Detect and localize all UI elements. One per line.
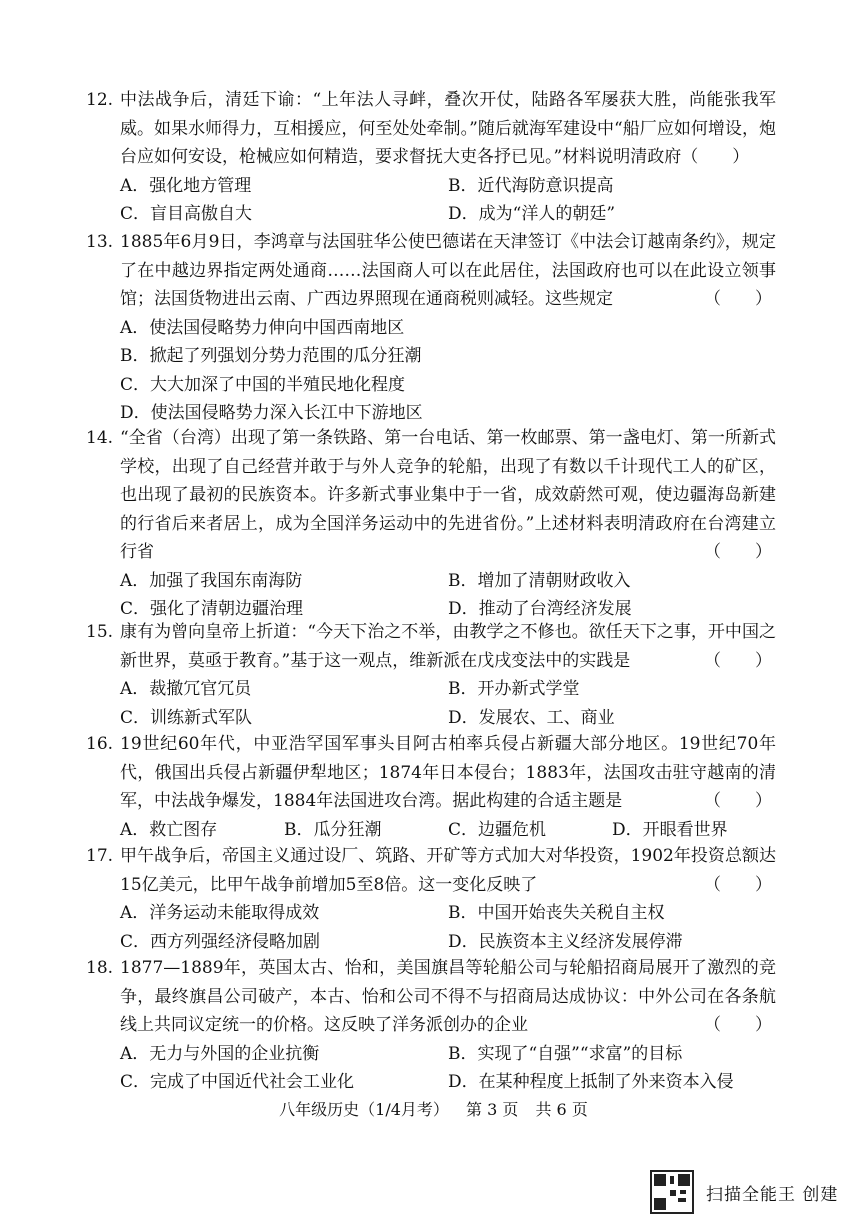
question-15 bbox=[86, 618, 776, 732]
option-c: C．盲目高傲自大 bbox=[120, 204, 253, 224]
question-number: 13. bbox=[86, 232, 114, 252]
option-a: A．加强了我国东南海防 bbox=[120, 570, 303, 591]
page-footer bbox=[0, 1097, 867, 1120]
option-d: D．在某种程度上抵制了外来资本入侵 bbox=[448, 1072, 734, 1092]
question-text: 1877—1889年，英国太古、怡和，美国旗昌等轮船公司与轮船招商局展开了激烈的竞争，最终旗昌公司破产，本古、怡和公司不得不与招商局达成协议：中外公司在各条航线上共同议定统一的价格。这反映了洋务派创办的企业 bbox=[120, 958, 776, 1035]
option-d: D．开眼看世界 bbox=[612, 819, 728, 840]
option-c: C．边疆危机 bbox=[448, 819, 547, 840]
question-number: 14. bbox=[86, 428, 114, 448]
question-text: 1885年6月9日，李鸿章与法国驻华公使巴德诺在天津签订《中法会订越南条约》，规定了在中越边界指定两处通商……法国商人可以在此居住，法国政府也可以在此设立领事馆；法国货物进出云南、广西边界照现在通商税则减轻。这些规定 bbox=[120, 232, 776, 309]
scanner-watermark bbox=[650, 1170, 838, 1214]
answer-blank: （ ） bbox=[704, 650, 772, 671]
option-b: B．中国开始丧失关税自主权 bbox=[448, 903, 665, 923]
watermark-text: 扫描全能王 创建 bbox=[706, 1184, 839, 1205]
option-d: D．使法国侵略势力深入长江中下游地区 bbox=[120, 403, 423, 423]
question-text: 中法战争后，清廷下谕：“上年法人寻衅，叠次开仗，陆路各军屡获大胜，尚能张我军威。如果水师得力，互相援应，何至处处牵制。”随后就海军建设中“船厂应如何增设，炮台应如何安设，枪械应如何精造，要求督抚大吏各抒已见。”材料说明清政府（ ） bbox=[120, 90, 776, 167]
option-b: B．近代海防意识提高 bbox=[448, 175, 614, 196]
option-b: B．瓜分狂潮 bbox=[284, 819, 382, 840]
footer-subject: 八年级历史（1/4月考） bbox=[279, 1100, 449, 1119]
answer-blank: （ ） bbox=[704, 289, 772, 309]
option-d: D．发展农、工、商业 bbox=[448, 707, 615, 728]
question-number: 16. bbox=[86, 734, 114, 754]
footer-total-pages: 共 6 页 bbox=[535, 1100, 588, 1119]
answer-blank: （ ） bbox=[704, 542, 772, 562]
option-d: D．民族资本主义经济发展停滞 bbox=[448, 931, 683, 952]
option-b: B．实现了“自强”“求富”的目标 bbox=[448, 1043, 683, 1064]
question-text: 19世纪60年代，中亚浩罕国军事头目阿古柏率兵侵占新疆大部分地区。19世纪70年代，俄国出兵侵占新疆伊犁地区；1874年日本侵台；1883年，法国攻击驻守越南的清军，中法战争爆发，1884年法国进攻台湾。据此构建的合适主题是 bbox=[120, 734, 776, 811]
option-a: A．无力与外国的企业抗衡 bbox=[120, 1043, 320, 1064]
option-a: A．救亡图存 bbox=[120, 819, 218, 840]
question-text: “全省（台湾）出现了第一条铁路、第一台电话、第一枚邮票、第一盏电灯、第一所新式学校，出现了自己经营并敢于与外人竞争的轮船，出现了有数以千计现代工人的矿区，也出现了最初的民族资本。许多新式事业集中于一省，成效蔚然可观，使边疆海岛新建的行省后来者居上，成为全国洋务运动中的先进省份。”上述材料表明清政府在台湾建立行省 bbox=[120, 428, 776, 562]
option-c: C．训练新式军队 bbox=[120, 707, 253, 728]
question-13 bbox=[86, 228, 776, 428]
answer-blank: （ ） bbox=[704, 791, 772, 811]
footer-page-number: 第 3 页 bbox=[466, 1100, 519, 1119]
option-a: A．洋务运动未能取得成效 bbox=[120, 903, 320, 923]
question-number: 18. bbox=[86, 958, 114, 978]
option-a: A．使法国侵略势力伸向中国西南地区 bbox=[120, 317, 405, 338]
option-d: D．成为“洋人的朝廷” bbox=[448, 204, 616, 224]
option-c: C．完成了中国近代社会工业化 bbox=[120, 1072, 355, 1092]
option-c: C．大大加深了中国的半殖民地化程度 bbox=[120, 374, 406, 395]
question-text: 甲午战争后，帝国主义通过设厂、筑路、开矿等方式加大对华投资，1902年投资总额达15亿美元，比甲午战争前增加5至8倍。这一变化反映了 bbox=[120, 846, 776, 895]
question-16 bbox=[86, 730, 776, 844]
option-b: B．增加了清朝财政收入 bbox=[448, 570, 631, 591]
option-b: B．掀起了列强划分势力范围的瓜分狂潮 bbox=[120, 346, 422, 366]
option-d: D．推动了台湾经济发展 bbox=[448, 599, 632, 619]
question-14 bbox=[86, 424, 776, 624]
option-c: C．西方列强经济侵略加剧 bbox=[120, 931, 321, 952]
question-12 bbox=[86, 86, 776, 229]
option-c: C．强化了清朝边疆治理 bbox=[120, 599, 304, 619]
question-17 bbox=[86, 842, 776, 956]
option-b: B．开办新式学堂 bbox=[448, 679, 580, 699]
question-number: 12. bbox=[86, 90, 114, 110]
question-number: 15. bbox=[86, 622, 114, 642]
question-18 bbox=[86, 954, 776, 1097]
question-text: 康有为曾向皇帝上折道：“今天下治之不举，由教学之不修也。欲任天下之事，开中国之新世界，莫亟于教育。”基于这一观点，维新派在戊戌变法中的实践是 bbox=[120, 622, 776, 671]
question-number: 17. bbox=[86, 846, 114, 866]
qr-code-icon bbox=[650, 1170, 694, 1214]
answer-blank: （ ） bbox=[704, 1015, 772, 1035]
option-a: A．裁撤冗官冗员 bbox=[120, 679, 252, 699]
option-a: A．强化地方管理 bbox=[120, 175, 252, 196]
answer-blank: （ ） bbox=[704, 874, 772, 895]
